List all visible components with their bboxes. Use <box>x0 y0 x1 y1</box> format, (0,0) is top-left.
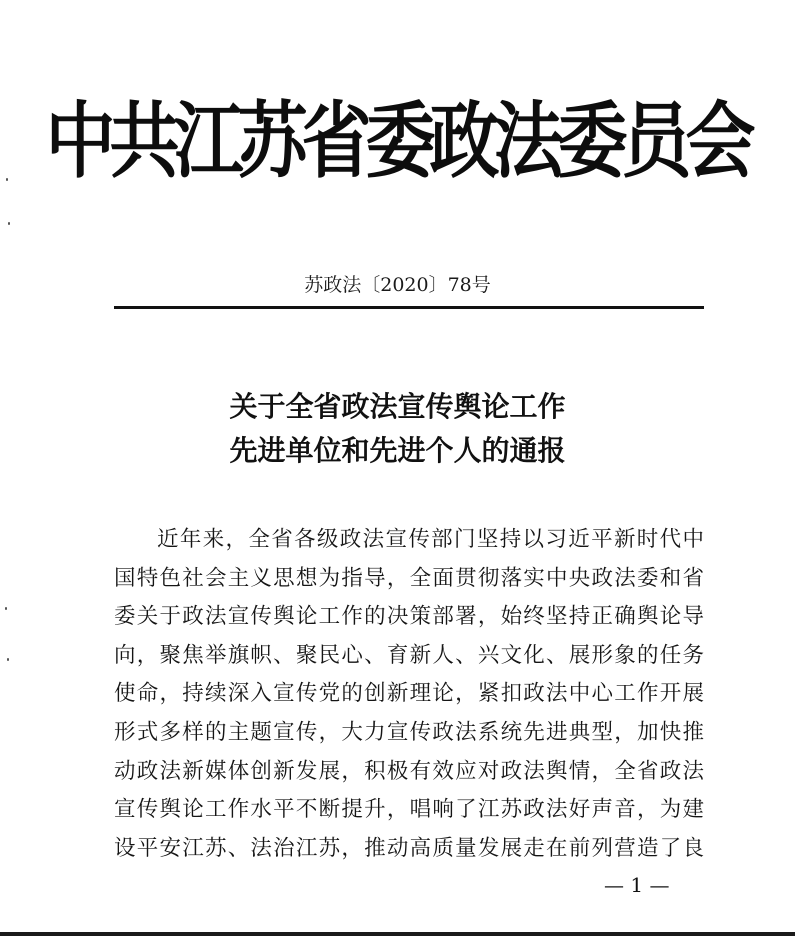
document-number: 苏政法〔2020〕78号 <box>304 274 491 296</box>
page-bottom-edge <box>0 932 795 936</box>
title-line-2: 先进单位和先进个人的通报 <box>229 434 566 467</box>
body-paragraph <box>114 521 704 868</box>
issuing-organization-header: 中共江苏省委政法委员会 <box>45 92 750 190</box>
body-line: 国特色社会主义思想为指导，全面贯彻落实中央政法委和省 <box>114 565 704 591</box>
body-line: 设平安江苏、法治江苏，推动高质量发展走在前列营造了良 <box>114 835 704 861</box>
body-line: 动政法新媒体创新发展，积极有效应对政法舆情，全省政法 <box>114 758 704 784</box>
header-divider-rule <box>114 306 704 309</box>
body-line: 近年来，全省各级政法宣传部门坚持以习近平新时代中 <box>157 527 704 552</box>
title-line-1: 关于全省政法宣传舆论工作 <box>229 390 566 423</box>
body-line: 委关于政法宣传舆论工作的决策部署，始终坚持正确舆论导 <box>114 604 704 630</box>
body-line: 形式多样的主题宣传，大力宣传政法系统先进典型，加快推 <box>114 719 704 745</box>
body-line: 向，聚焦举旗帜、聚民心、育新人、兴文化、展形象的任务 <box>114 642 704 668</box>
scan-speck <box>7 658 9 661</box>
body-line: 宣传舆论工作水平不断提升，唱响了江苏政法好声音，为建 <box>114 797 704 823</box>
scan-speck <box>8 222 10 225</box>
page-number: — 1 — <box>604 873 670 897</box>
scan-speck <box>5 607 7 610</box>
body-line: 使命，持续深入宣传党的创新理论，紧扣政法中心工作开展 <box>114 681 704 707</box>
document-title <box>0 385 795 473</box>
